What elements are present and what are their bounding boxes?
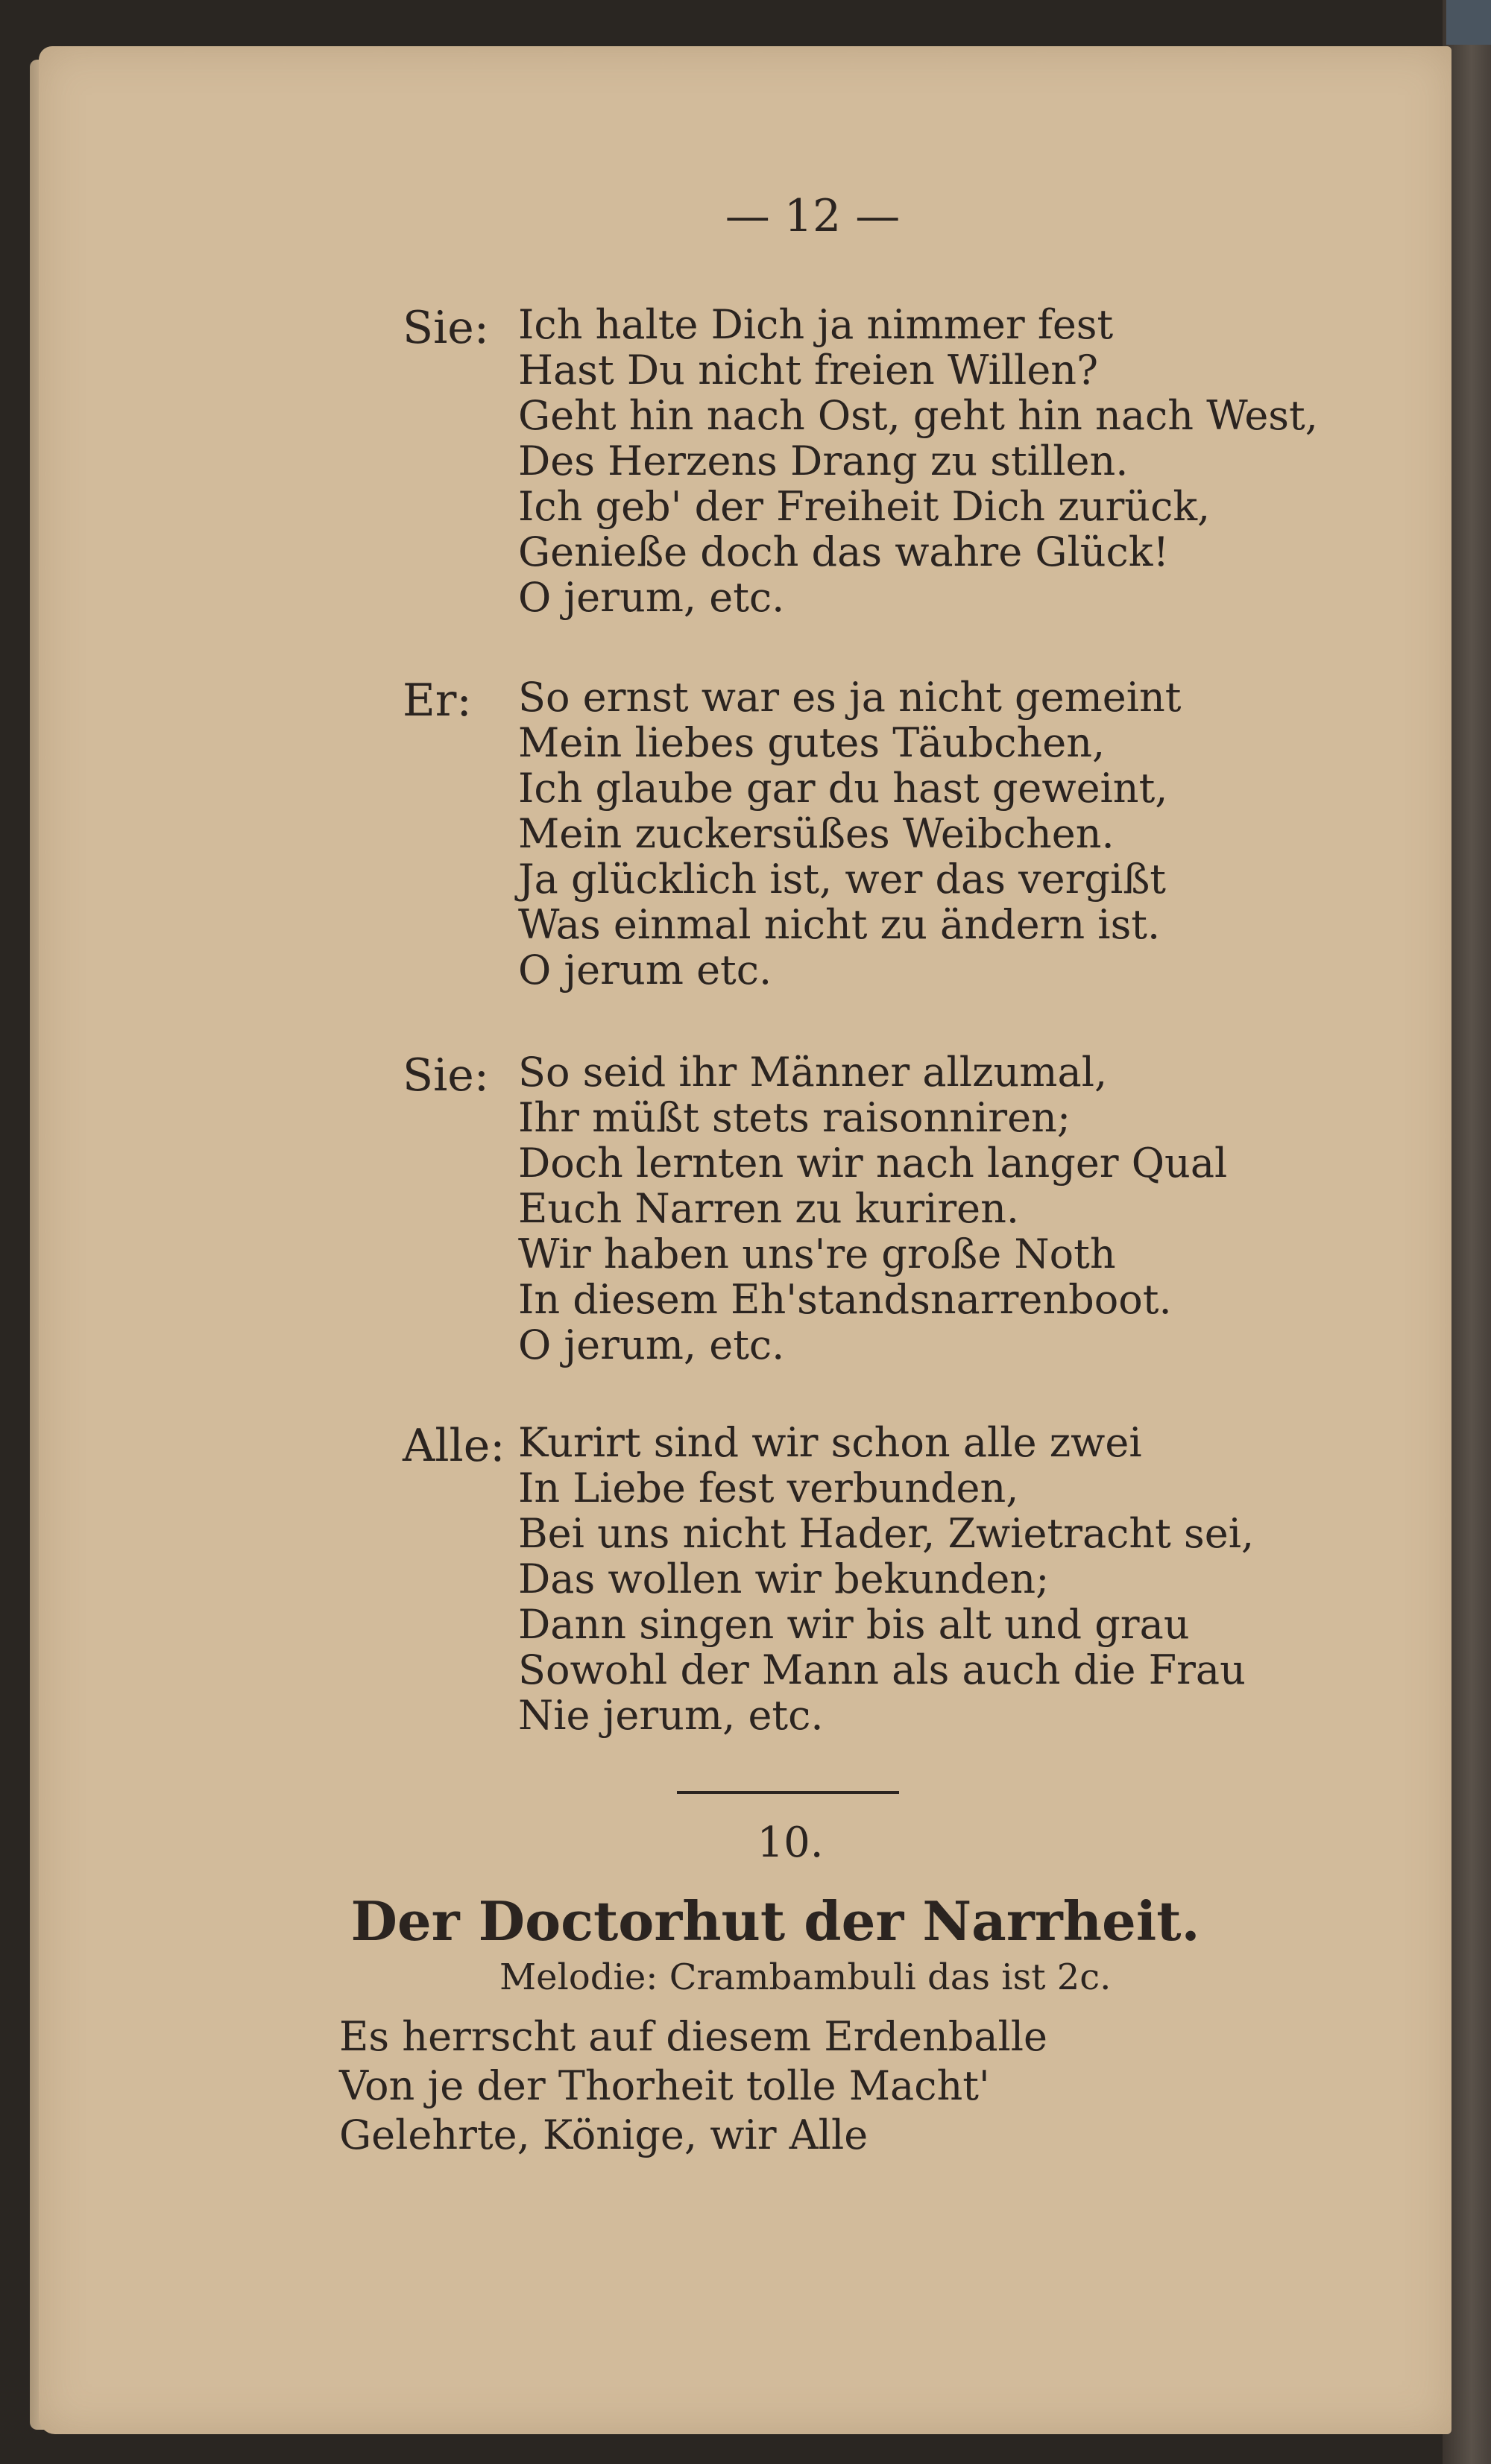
verse-line: Mein zuckersüßes Weibchen. [518, 810, 1115, 857]
speaker-label: Alle: [403, 1420, 505, 1472]
verse-line: Was einmal nicht zu ändern ist. [518, 901, 1161, 948]
verse-line: Genieße doch das wahre Glück! [518, 528, 1170, 575]
speaker-label: Sie: [403, 302, 490, 354]
verse-line: O jerum etc. [518, 947, 772, 994]
song-verse [339, 2012, 1047, 2160]
verse-line: In Liebe fest verbunden, [518, 1465, 1019, 1511]
verse-line: Ich geb' der Freiheit Dich zurück, [518, 483, 1211, 530]
verse-line: Von je der Thorheit tolle Macht' [339, 2062, 990, 2109]
verse-line: Es herrscht auf diesem Erdenballe [339, 2013, 1048, 2060]
verse-line: Nie jerum, etc. [518, 1692, 824, 1739]
verse-line: Bei uns nicht Hader, Zwietracht sei, [518, 1510, 1255, 1557]
section-divider [677, 1791, 899, 1794]
verse-line: Euch Narren zu kuriren. [518, 1185, 1020, 1232]
verse-line: Ihr müßt stets raisonniren; [518, 1094, 1071, 1141]
verse-line: Ich glaube gar du hast geweint, [518, 765, 1168, 812]
verse-line: Geht hin nach Ost, geht hin nach West, [518, 392, 1318, 439]
song-title: Der Doctorhut der Narrheit. [350, 1889, 1200, 1953]
verse-line: Hast Du nicht freien Willen? [518, 347, 1099, 394]
book-cover-corner [1446, 0, 1491, 45]
melody-note: Melodie: Crambambuli das ist 2c. [499, 1956, 1112, 1998]
verse-line: Das wollen wir bekunden; [518, 1555, 1050, 1602]
stanza-lines [518, 302, 1318, 620]
speaker-label: Er: [403, 675, 472, 727]
verse-line: Kurirt sind wir schon alle zwei [518, 1419, 1142, 1466]
verse-line: O jerum, etc. [518, 574, 785, 621]
verse-line: In diesem Eh'standsnarrenboot. [518, 1276, 1172, 1323]
verse-line: Dann singen wir bis alt und grau [518, 1601, 1190, 1648]
stanza-lines [518, 1049, 1227, 1368]
verse-line: Ich halte Dich ja nimmer fest [518, 301, 1114, 348]
stanza-lines [518, 675, 1182, 993]
verse-line: Ja glücklich ist, wer das vergißt [518, 856, 1167, 903]
verse-line: O jerum, etc. [518, 1321, 785, 1368]
verse-line: Wir haben uns're große Noth [518, 1231, 1116, 1277]
verse-line: Doch lernten wir nach langer Qual [518, 1140, 1228, 1187]
verse-line: So seid ihr Männer allzumal, [518, 1049, 1108, 1096]
verse-line: Mein liebes gutes Täubchen, [518, 719, 1106, 766]
verse-line: Gelehrte, Könige, wir Alle [339, 2111, 869, 2158]
song-number: 10. [757, 1819, 824, 1867]
speaker-label: Sie: [403, 1049, 490, 1102]
page-number: — 12 — [725, 190, 901, 242]
verse-line: So ernst war es ja nicht gemeint [518, 674, 1182, 721]
verse-line: Des Herzens Drang zu stillen. [518, 437, 1129, 484]
verse-line: Sowohl der Mann als auch die Frau [518, 1646, 1246, 1693]
stanza-lines [518, 1420, 1254, 1738]
